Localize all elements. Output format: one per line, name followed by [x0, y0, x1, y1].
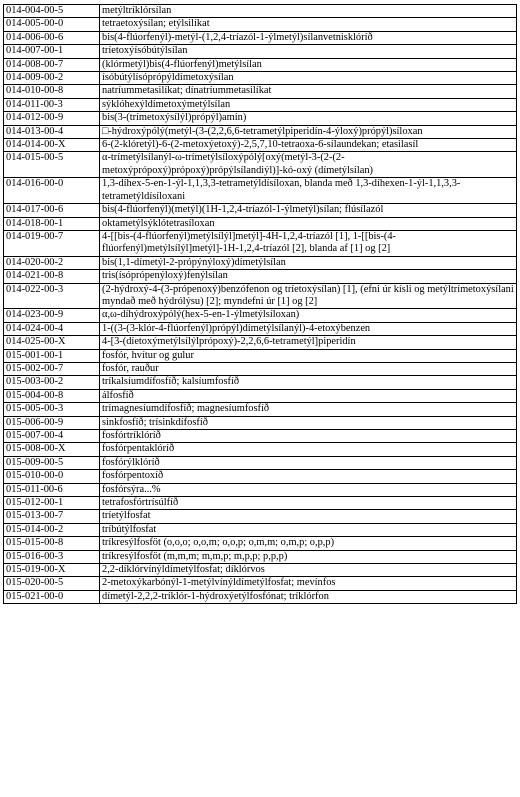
chemical-name-cell: 4-[[bis-(4-flúorfenýl)metýlsílýl]metýl]-4H-1,2,4-tríazól [1], 1-[[bis-(4-flúorfenýl)metýlsílýl]metýl]-1H-1,2,4-tríazól [2], blanda af [1] og [2]	[100, 230, 517, 256]
index-number-cell: 015-006-00-9	[4, 416, 100, 429]
chemical-name-cell: bis(4-flúorfenýl)(metýl)(1H-1,2,4-tríazól-1-ýlmetýl)sílan; flúsílazól	[100, 204, 517, 217]
index-number-cell: 014-012-00-9	[4, 112, 100, 125]
index-number-cell: 014-015-00-5	[4, 152, 100, 178]
index-number-cell: 015-019-00-X	[4, 564, 100, 577]
chemical-name-cell: tris(ísóprópenýloxý)fenýlsílan	[100, 270, 517, 283]
index-number-cell: 015-008-00-X	[4, 443, 100, 456]
index-number-cell: 015-009-00-5	[4, 456, 100, 469]
index-number-cell: 015-015-00-8	[4, 537, 100, 550]
table-row	[4, 550, 517, 563]
chemical-name-cell: ísóbútýlísóprópýldímetoxýsílan	[100, 72, 517, 85]
chemical-name-cell: α-trímetýlsílanýl-ω-trímetýlsíloxýpólý[oxý(metýl-3-(2-(2-metoxýprópoxý)própoxý)própýlsílandiýl)]-kó-oxý (dímetýlsílan)	[100, 152, 517, 178]
index-number-cell: 015-021-00-0	[4, 590, 100, 603]
chemical-name-cell: fosfórýlklóríð	[100, 456, 517, 469]
chemical-name-cell: bis(4-flúorfenýl)-metýl-(1,2,4-tríazól-1-ýlmetýl)sílanvetnisklóríð	[100, 31, 517, 44]
index-number-cell: 014-016-00-0	[4, 178, 100, 204]
index-number-cell: 015-016-00-3	[4, 550, 100, 563]
index-number-cell: 014-005-00-0	[4, 18, 100, 31]
table-row	[4, 497, 517, 510]
table-row	[4, 230, 517, 256]
chemical-name-cell: tríetýlfosfat	[100, 510, 517, 523]
table-row	[4, 376, 517, 389]
index-number-cell: 014-009-00-2	[4, 72, 100, 85]
index-number-cell: 014-021-00-8	[4, 270, 100, 283]
table-row	[4, 204, 517, 217]
index-number-cell: 014-020-00-2	[4, 256, 100, 269]
chemical-name-cell: trímagnesíumdífosfíð; magnesíumfosfíð	[100, 403, 517, 416]
chemical-name-cell: metýltríklórsílan	[100, 5, 517, 18]
table-row	[4, 510, 517, 523]
chemical-name-cell: bis(3-(trímetoxýsílýl)própýl)amín)	[100, 112, 517, 125]
index-number-cell: 015-012-00-1	[4, 497, 100, 510]
table-row	[4, 430, 517, 443]
substance-table	[3, 4, 517, 604]
index-number-cell: 015-013-00-7	[4, 510, 100, 523]
index-number-cell: 015-010-00-0	[4, 470, 100, 483]
index-number-cell: 014-018-00-1	[4, 217, 100, 230]
chemical-name-cell: dímetýl-2,2,2-tríklór-1-hýdroxýetýlfosfónat; tríklórfon	[100, 590, 517, 603]
index-number-cell: 014-006-00-6	[4, 31, 100, 44]
chemical-name-cell: sýklóhexýldímetoxýmetýlsílan	[100, 98, 517, 111]
table-row	[4, 283, 517, 309]
chemical-name-cell: tetrafosfórtrísúlfíð	[100, 497, 517, 510]
chemical-name-cell: (klórmetýl)bis(4-flúorfenýl)metýlsílan	[100, 58, 517, 71]
table-row	[4, 125, 517, 138]
index-number-cell: 015-011-00-6	[4, 483, 100, 496]
table-row	[4, 139, 517, 152]
index-number-cell: 015-007-00-4	[4, 430, 100, 443]
index-number-cell: 014-025-00-X	[4, 336, 100, 349]
table-row	[4, 483, 517, 496]
chemical-name-cell: □-hýdroxýpólý(metýl-(3-(2,2,6,6-tetrametýlpiperidín-4-ýloxý)própýl)síloxan	[100, 125, 517, 138]
index-number-cell: 015-001-00-1	[4, 349, 100, 362]
chemical-name-cell: tríbútýlfosfat	[100, 523, 517, 536]
table-row	[4, 98, 517, 111]
index-number-cell: 014-023-00-9	[4, 309, 100, 322]
index-number-cell: 014-019-00-7	[4, 230, 100, 256]
chemical-name-cell: tetraetoxýsílan; etýlsilíkat	[100, 18, 517, 31]
chemical-name-cell: 6-(2-klóretýl)-6-(2-metoxýetoxý)-2,5,7,10-tetraoxa-6-sílaundekan; etasilasíl	[100, 139, 517, 152]
chemical-name-cell: tríkalsíumdífosfíð; kalsíumfosfíð	[100, 376, 517, 389]
table-row	[4, 18, 517, 31]
index-number-cell: 015-003-00-2	[4, 376, 100, 389]
chemical-name-cell: sinkfosfíð; trísinkdífosfíð	[100, 416, 517, 429]
table-row	[4, 85, 517, 98]
table-row	[4, 112, 517, 125]
chemical-name-cell: 2,2-díklórvínýldímetýlfosfat; díklórvos	[100, 564, 517, 577]
index-number-cell: 014-007-00-1	[4, 45, 100, 58]
table-row	[4, 322, 517, 335]
index-number-cell: 014-010-00-8	[4, 85, 100, 98]
chemical-name-cell: fosfór, rauður	[100, 362, 517, 375]
table-row	[4, 349, 517, 362]
index-number-cell: 014-017-00-6	[4, 204, 100, 217]
table-row	[4, 389, 517, 402]
table-row	[4, 270, 517, 283]
chemical-name-cell: oktametýlsýklótetrasíloxan	[100, 217, 517, 230]
table-row	[4, 403, 517, 416]
table-row	[4, 5, 517, 18]
table-row	[4, 564, 517, 577]
table-row	[4, 537, 517, 550]
index-number-cell: 014-022-00-3	[4, 283, 100, 309]
table-row	[4, 523, 517, 536]
chemical-name-cell: fosfórsýra...%	[100, 483, 517, 496]
table-row	[4, 590, 517, 603]
index-number-cell: 014-011-00-3	[4, 98, 100, 111]
table-row	[4, 72, 517, 85]
chemical-name-cell: álfosfíð	[100, 389, 517, 402]
chemical-name-cell: fosfórtríklóríð	[100, 430, 517, 443]
index-number-cell: 014-013-00-4	[4, 125, 100, 138]
index-number-cell: 015-004-00-8	[4, 389, 100, 402]
table-row	[4, 152, 517, 178]
index-number-cell: 015-002-00-7	[4, 362, 100, 375]
table-row	[4, 217, 517, 230]
table-row	[4, 31, 517, 44]
table-row	[4, 443, 517, 456]
table-row	[4, 470, 517, 483]
table-row	[4, 309, 517, 322]
chemical-name-cell: bis(1,1-dímetýl-2-própýnýloxý)dímetýlsílan	[100, 256, 517, 269]
chemical-name-cell: natríummetasilíkat; dínatríummetasilíkat	[100, 85, 517, 98]
index-number-cell: 014-004-00-5	[4, 5, 100, 18]
index-number-cell: 015-014-00-2	[4, 523, 100, 536]
chemical-name-cell: fosfórpentaklóríð	[100, 443, 517, 456]
index-number-cell: 014-008-00-7	[4, 58, 100, 71]
chemical-name-cell: tríkresýlfosföt (o,o,o; o,o,m; o,o,p; o,m,m; o,m,p; o,p,p)	[100, 537, 517, 550]
table-row	[4, 416, 517, 429]
table-row	[4, 58, 517, 71]
table-row	[4, 45, 517, 58]
index-number-cell: 014-014-00-X	[4, 139, 100, 152]
chemical-name-cell: fosfórpentoxíð	[100, 470, 517, 483]
table-row	[4, 362, 517, 375]
index-number-cell: 015-005-00-3	[4, 403, 100, 416]
chemical-name-cell: tríkresýlfosföt (m,m,m; m,m,p; m,p,p; p,p,p)	[100, 550, 517, 563]
chemical-name-cell: α,ω-díhýdroxýpólý(hex-5-en-1-ýlmetýlsíloxan)	[100, 309, 517, 322]
chemical-name-cell: (2-hýdroxý-4-(3-própenoxý)benzófenon og tríetoxýsílan) [1], (efni úr kísli og metýltrímetoxýsílani myndað með hýdrólýsu) [2]; myndefni úr [1] og [2]	[100, 283, 517, 309]
table-row	[4, 336, 517, 349]
chemical-name-cell: 1,3-díhex-5-en-1-ýl-1,1,3,3-tetrametýldísíloxan, blanda með 1,3-díhexen-1-ýl-1,1,3,3-tetrametýldísíloxani	[100, 178, 517, 204]
chemical-name-cell: 2-metoxýkarbónýl-1-metýlvínýldímetýlfosfat; mevínfos	[100, 577, 517, 590]
table-body	[4, 5, 517, 604]
chemical-name-cell: 1-((3-(3-klór-4-flúorfenýl)própýl)dímetýlsílanýl)-4-etoxýbenzen	[100, 322, 517, 335]
index-number-cell: 014-024-00-4	[4, 322, 100, 335]
table-row	[4, 178, 517, 204]
index-number-cell: 015-020-00-5	[4, 577, 100, 590]
table-row	[4, 456, 517, 469]
table-row	[4, 577, 517, 590]
chemical-name-cell: fosfór, hvítur og gulur	[100, 349, 517, 362]
chemical-name-cell: tríetoxýísóbútýlsílan	[100, 45, 517, 58]
chemical-name-cell: 4-[3-(díetoxýmetýlsílýlprópoxý)-2,2,6,6-tetrametýl]piperidín	[100, 336, 517, 349]
table-row	[4, 256, 517, 269]
